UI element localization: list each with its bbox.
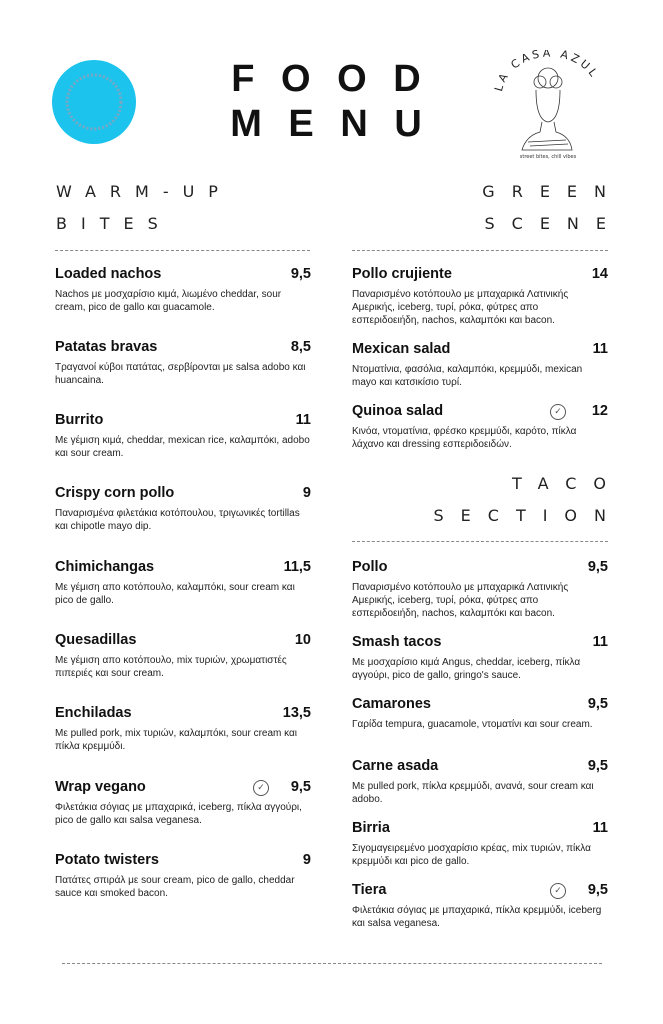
menu-item-name: Enchiladas xyxy=(55,705,132,721)
menu-item-name: Potato twisters xyxy=(55,852,159,868)
menu-item-price: 11,5 xyxy=(283,559,311,575)
menu-item-name: Crispy corn pollo xyxy=(55,485,175,501)
menu-item-name: Wrap vegano xyxy=(55,779,146,795)
menu-item-price: 9,5 xyxy=(587,559,608,575)
menu-item-price: 13,5 xyxy=(282,705,311,721)
menu-item-price: 9 xyxy=(302,485,311,501)
menu-item-description: Κινόα, ντοματίνια, φρέσκο κρεμμύδι, καρότο, πίκλα λάχανο και dressing εσπεριδοειδών. xyxy=(352,426,577,450)
menu-item-price: 10 xyxy=(294,632,311,648)
divider xyxy=(352,250,608,251)
menu-item-price: 11 xyxy=(592,341,608,357)
page-title-line1: F O O D xyxy=(231,58,429,100)
menu-item-price: 9,5 xyxy=(290,779,311,795)
menu-item-description: Γαρίδα tempura, guacamole, ντοματίνι και sour cream. xyxy=(352,719,593,730)
portrait-illustration-icon xyxy=(492,50,604,160)
section-heading-warmup-line2: BITES xyxy=(56,214,172,233)
menu-item-name: Quesadillas xyxy=(55,632,137,648)
section-heading-taco-line2: SECTION xyxy=(433,506,623,525)
menu-item-name: Birria xyxy=(352,820,390,836)
menu-item-price: 9,5 xyxy=(290,266,311,282)
menu-item-name: Pollo xyxy=(352,559,388,575)
menu-item-price: 12 xyxy=(591,403,608,419)
menu-item-name: Carne asada xyxy=(352,758,439,774)
vegan-leaf-icon: ✓ xyxy=(550,883,566,899)
menu-item-description: Με γέμιση απο κοτόπουλο, mix τυριών, χρωματιστές πιπεριές και sour cream. xyxy=(55,655,287,679)
menu-item-description: Φιλετάκια σόγιας με μπαχαρικά, πίκλα κρεμμύδι, iceberg και salsa veganesa. xyxy=(352,905,602,929)
menu-item-description: Σιγομαγειρεμένο μοσχαρίσιο κρέας, mix τυριών, πίκλα κρεμμύδι και pico de gallo. xyxy=(352,843,591,867)
menu-item-name: Patatas bravas xyxy=(55,339,158,355)
menu-item-price: 11 xyxy=(592,820,608,836)
menu-item-name: Loaded nachos xyxy=(55,266,162,282)
menu-item-description: Nachos με μοσχαρίσιο κιμά, λιωμένο cheddar, sour cream, pico de gallo και guacamole. xyxy=(55,289,282,313)
menu-item-description: Φιλετάκια σόγιας με μπαχαρικά, iceberg, πίκλα αγγούρι, pico de gallo και salsa veganesa. xyxy=(55,802,302,826)
svg-text:LA CASA AZUL xyxy=(492,50,601,93)
menu-item-name: Quinoa salad xyxy=(352,403,444,419)
menu-item-name: Camarones xyxy=(352,696,431,712)
menu-item-name: Chimichangas xyxy=(55,559,155,575)
menu-item-price: 14 xyxy=(591,266,608,282)
logo-badge xyxy=(52,60,136,144)
menu-item-name: Smash tacos xyxy=(352,634,442,650)
page-title-line2: M E N U xyxy=(230,103,430,145)
menu-item-name: Pollo crujiente xyxy=(352,266,452,282)
vegan-leaf-icon: ✓ xyxy=(550,404,566,420)
menu-item-description: Τραγανοί κύβοι πατάτας, σερβίρονται με salsa adobo και huancaina. xyxy=(55,362,306,386)
bottom-divider xyxy=(62,963,602,964)
menu-item-description: Παναρισμένα φιλετάκια κοτόπουλου, τριγωνικές tortillas και chipotle mayo dip. xyxy=(55,508,300,532)
brand-logo-text: LA CASA AZUL xyxy=(492,50,602,93)
logo-ring-icon xyxy=(52,60,136,144)
menu-item-name: Mexican salad xyxy=(352,341,451,357)
section-heading-green-line2: SCENE xyxy=(484,214,623,233)
brand-tagline: street bites, chill vibes xyxy=(519,154,577,160)
menu-item-price: 9,5 xyxy=(587,758,608,774)
menu-item-description: Ντοματίνια, φασόλια, καλαμπόκι, κρεμμύδι, mexican mayo και κατσικίσιο τυρί. xyxy=(352,364,583,388)
menu-item-description: Με pulled pork, mix τυριών, καλαμπόκι, sour cream και πίκλα κρεμμύδι. xyxy=(55,728,298,752)
menu-item-price: 9 xyxy=(302,852,311,868)
menu-item-description: Παναρισμένο κοτόπουλο με μπαχαρικά Λατινικής Αμερικής, iceberg, τυρί, ρόκα, φύτρες απο εσπεριδοειήδη, nachos, καλαμπόκι και bacon. xyxy=(352,582,569,619)
menu-item-price: 9,5 xyxy=(587,882,608,898)
section-heading-warmup-line1: WARM-UP xyxy=(56,182,232,201)
menu-item-price: 9,5 xyxy=(587,696,608,712)
divider xyxy=(352,541,608,542)
brand-logo xyxy=(492,50,604,160)
section-heading-taco-line1: TACO xyxy=(512,474,623,493)
menu-item-description: Με μοσχαρίσιο κιμά Angus, cheddar, iceberg, πίκλα αγγούρι, pico de gallo, gringo's sauce. xyxy=(352,657,581,681)
menu-item-price: 8,5 xyxy=(290,339,311,355)
menu-item-name: Burrito xyxy=(55,412,104,428)
menu-item-description: Παναρισμένο κοτόπουλο με μπαχαρικά Λατινικής Αμερικής, iceberg, τυρί, ρόκα, φύτρες απο εσπεριδοειήδη, nachos, καλαμπόκι και bacon. xyxy=(352,289,569,326)
divider xyxy=(55,250,310,251)
menu-item-price: 11 xyxy=(295,412,311,428)
menu-item-description: Με pulled pork, πίκλα κρεμμύδι, ανανά, sour cream και adobo. xyxy=(352,781,594,805)
menu-item-description: Πατάτες σπιράλ με sour cream, pico de gallo, cheddar sauce και smoked bacon. xyxy=(55,875,295,899)
menu-item-description: Με γέμιση απο κοτόπουλο, καλαμπόκι, sour cream και pico de gallo. xyxy=(55,582,295,606)
section-heading-green-line1: GREEN xyxy=(482,182,623,201)
menu-item-description: Με γέμιση κιμά, cheddar, mexican rice, καλαμπόκι, adobo και sour cream. xyxy=(55,435,310,459)
menu-item-name: Tiera xyxy=(352,882,387,898)
menu-item-price: 11 xyxy=(592,634,608,650)
vegan-leaf-icon: ✓ xyxy=(253,780,269,796)
